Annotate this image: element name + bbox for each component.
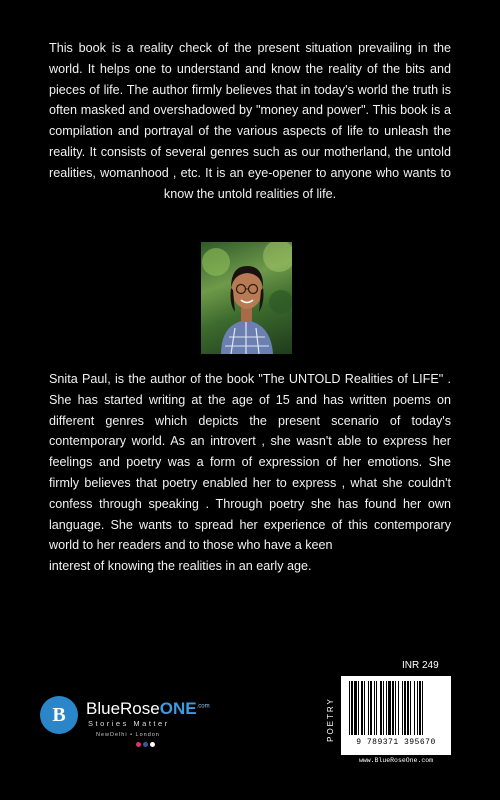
barcode-bars [341,676,451,738]
barcode-bar [354,681,357,735]
barcode-bar [414,681,415,735]
author-bio-last-line: interest of knowing the realities in an early age. [49,559,312,574]
barcode-bar [370,681,372,735]
publisher-tagline: Stories Matter [88,719,170,728]
back-cover-blurb: This book is a reality check of the present situation prevailing in the world. It helps one to understand and know the reality of the bits and pieces of life. The author firmly believes that in today's world the truth is often masked and overshadowed by "money and power". This book is a compilation and portrayal of the various aspects of life to unleash the reality. It consists of several genres such as our motherland, the untold realities, womanhood , etc. It is an eye-opener to anyone who wants to know the untold realities of life. [49,41,451,201]
barcode-bar [422,681,423,735]
genre-text: POETRY [325,696,335,742]
barcode-bar [376,681,377,735]
author-bio-main: Snita Paul, is the author of the book "The UNTOLD Realities of LIFE" . She has started writing at the age of 15 and has written poems on different genres which depicts the present scenario of today's contemporary world. As an introvert , she wasn't able to express her feelings and poetry was a form of expression of her emotions. She firmly believes that poetry enabled her to express , what she couldn't confess through speaking . Through poetry she has found her own language. She wants to spread her experience of this contemporary world to her readers and to those who have a keen [49,372,451,553]
publisher-logo [40,696,240,776]
barcode-bar [410,681,411,735]
price-label: INR 249 [402,660,439,671]
publisher-name-part1: BlueRose [86,699,160,718]
genre-label [316,684,344,754]
barcode-bar [374,681,375,735]
barcode-bar [402,681,403,735]
barcode-bar [386,681,387,735]
social-icons [136,742,155,747]
publisher-name-suffix: .com [196,703,210,710]
isbn-number: 9 789371 395670 [356,738,436,747]
barcode-bar [407,681,409,735]
instagram-icon [136,742,141,747]
barcode-bar [383,681,384,735]
barcode-bar [380,681,382,735]
barcode-bar [349,681,350,735]
author-photo [201,242,292,354]
barcode-bar [388,681,391,735]
facebook-icon [143,742,148,747]
barcode-bar [404,681,406,735]
logo-letter: B [52,703,66,726]
author-bio [49,369,451,577]
publisher-name [86,699,210,719]
barcode-bar [392,681,394,735]
publisher-name-part2: ONE [159,699,197,718]
barcode-bar [419,681,421,735]
x-icon [150,742,155,747]
barcode-bar [417,681,418,735]
barcode-bar [361,681,363,735]
bluerose-logo-icon [40,696,78,734]
barcode-bar [368,681,369,735]
publisher-cities: NewDelhi • London [96,732,160,738]
barcode-bar [358,681,359,735]
publisher-website: www.BlueRoseOne.com [358,757,434,764]
barcode-bar [364,681,365,735]
barcode-bar [398,681,399,735]
barcode-bar [395,681,396,735]
barcode-bar [351,681,353,735]
